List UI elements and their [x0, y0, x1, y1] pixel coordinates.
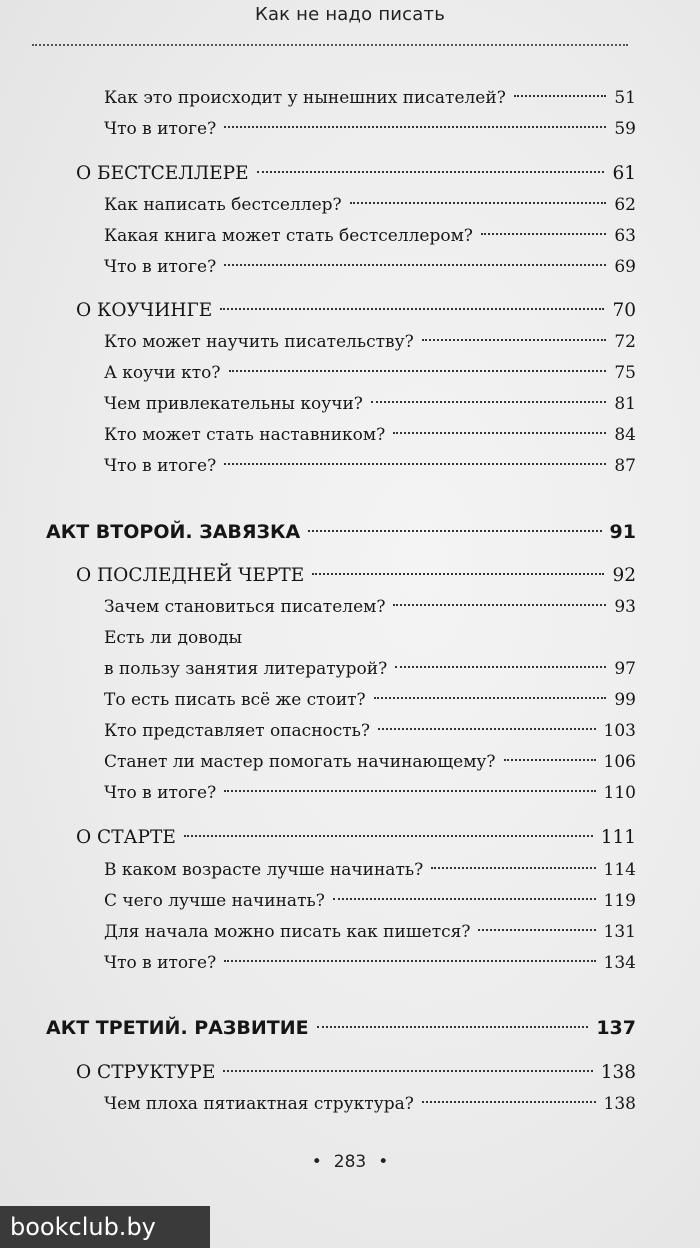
toc-entry [104, 449, 636, 483]
toc-entry-page: 75 [614, 363, 636, 383]
dot-leader [317, 1026, 589, 1028]
toc-entry [104, 590, 636, 624]
toc-entry-page: 51 [614, 88, 636, 108]
dot-leader [378, 728, 595, 730]
toc-entry-title: АКТ ТРЕТИЙ. РАЗВИТИЕ [46, 1017, 309, 1039]
toc-entry-title: С чего лучше начинать? [104, 891, 325, 911]
toc-entry-page: 62 [614, 195, 636, 215]
toc-entry-title: Что в итоге? [104, 953, 217, 973]
toc-entry-title: Чем плоха пятиактная структура? [104, 1094, 414, 1114]
toc-entry [76, 821, 636, 855]
toc-entry-title: А коучи кто? [104, 363, 221, 383]
toc-entry [104, 884, 636, 918]
toc-entry [104, 714, 636, 748]
toc-entry [46, 515, 636, 549]
dot-leader [223, 1070, 592, 1072]
toc-entry-page: 92 [612, 565, 636, 586]
toc-entry-title: АКТ ВТОРОЙ. ЗАВЯЗКА [46, 521, 301, 543]
toc-entry-page: 72 [614, 332, 636, 352]
toc-entry-title: О СТРУКТУРЕ [76, 1062, 216, 1083]
dot-leader [224, 790, 595, 792]
toc-entry-page: 111 [600, 827, 636, 848]
toc-entry-page: 134 [603, 953, 636, 973]
dot-leader [224, 264, 606, 266]
toc-entry-title: Как написать бестселлер? [104, 195, 342, 215]
dot-leader [333, 898, 596, 900]
toc-entry-page: 137 [596, 1017, 636, 1039]
toc-entry-page: 119 [603, 891, 636, 911]
dot-leader [514, 95, 607, 97]
toc-entry [76, 157, 636, 191]
page-number: 283 [333, 1152, 367, 1172]
toc-entry-page: 138 [603, 1094, 636, 1114]
toc-entry-title: Как это происходит у нынешних писателей? [104, 88, 506, 108]
toc-entry [104, 1087, 636, 1121]
toc-entry-page: 91 [609, 521, 636, 543]
toc-entry-page: 110 [603, 783, 636, 803]
dot-leader [395, 666, 606, 668]
toc-entry-title: То есть писать всё же стоит? [104, 690, 366, 710]
toc-entry-page: 106 [603, 752, 636, 772]
dot-leader [393, 432, 606, 434]
toc-entry [104, 250, 636, 284]
dot-leader [224, 960, 595, 962]
toc-entry-page: 87 [614, 456, 636, 476]
toc-entry-page: 131 [603, 922, 636, 942]
toc-entry-page: 99 [614, 690, 636, 710]
toc-entry-title: Кто представляет опасность? [104, 721, 371, 741]
dot-leader [308, 530, 601, 532]
dot-leader [481, 233, 606, 235]
toc-entry [104, 188, 636, 222]
toc-entry-page: 69 [614, 257, 636, 277]
toc-entry-title: Чем привлекательны коучи? [104, 394, 363, 414]
dot-leader [257, 171, 605, 173]
toc-entry [104, 652, 636, 686]
toc-entry-title: Зачем становиться писателем? [104, 597, 386, 617]
toc-entry-title: Какая книга может стать бестселлером? [104, 226, 473, 246]
toc-entry-title: Что в итоге? [104, 783, 217, 803]
dot-leader [422, 1101, 596, 1103]
toc-entry-title: Есть ли доводы [104, 628, 243, 648]
toc-entry [104, 621, 636, 655]
toc-entry [76, 294, 636, 328]
watermark-bookclub: bookclub.by [0, 1206, 210, 1248]
toc-entry-page: 59 [614, 119, 636, 139]
toc-entry [104, 356, 636, 390]
dot-leader [312, 573, 604, 575]
dot-leader [504, 759, 596, 761]
toc-entry-title: Что в итоге? [104, 119, 217, 139]
dot-leader [431, 867, 595, 869]
toc-entry-page: 103 [603, 721, 636, 741]
toc-entry-page: 114 [603, 860, 636, 880]
toc-entry-page: 97 [614, 659, 636, 679]
toc-entry-page: 61 [612, 163, 636, 184]
dot-leader [229, 370, 607, 372]
dot-leader [371, 401, 606, 403]
toc-entry-title: О ПОСЛЕДНЕЙ ЧЕРТЕ [76, 565, 305, 586]
toc-entry-title: в пользу занятия литературой? [104, 659, 388, 679]
dot-leader [478, 929, 595, 931]
dot-leader [350, 202, 607, 204]
toc-entry [76, 559, 636, 593]
dot-leader [220, 308, 604, 310]
toc-entry-page: 70 [612, 300, 636, 321]
toc-entry [104, 946, 636, 980]
dot-leader [374, 697, 607, 699]
toc-entry-page: 138 [600, 1062, 636, 1083]
toc-entry-title: Кто может стать наставником? [104, 425, 386, 445]
toc-entry-title: Что в итоге? [104, 257, 217, 277]
toc-entry-title: Станет ли мастер помогать начинающему? [104, 752, 496, 772]
toc-entry [46, 1011, 636, 1045]
toc-entry [104, 325, 636, 359]
toc-entry [76, 1056, 636, 1090]
dot-leader [393, 604, 606, 606]
toc-entry-title: Для начала можно писать как пишется? [104, 922, 471, 942]
toc-entry-title: Кто может научить писательству? [104, 332, 414, 352]
toc-entry-title: О СТАРТЕ [76, 827, 176, 848]
toc-entry-title: О КОУЧИНГЕ [76, 300, 213, 321]
page-folio [0, 1152, 700, 1172]
header-dotted-rule [32, 44, 628, 46]
toc-entry-title: Что в итоге? [104, 456, 217, 476]
toc-entry-page: 93 [614, 597, 636, 617]
toc-entry [104, 745, 636, 779]
toc-entry [104, 418, 636, 452]
toc-entry [104, 81, 636, 115]
folio-left-bullet: • [311, 1152, 322, 1172]
toc-entry-title: О БЕСТСЕЛЛЕРЕ [76, 163, 249, 184]
toc-entry [104, 853, 636, 887]
dot-leader [224, 126, 606, 128]
toc-entry [104, 683, 636, 717]
toc-entry [104, 915, 636, 949]
toc-entry-page: 63 [614, 226, 636, 246]
toc-entry [104, 387, 636, 421]
toc-entry [104, 219, 636, 253]
toc-entry-page: 84 [614, 425, 636, 445]
toc-entry-page: 81 [614, 394, 636, 414]
toc-entry [104, 112, 636, 146]
dot-leader [184, 835, 593, 837]
dot-leader [224, 463, 606, 465]
folio-right-bullet: • [378, 1152, 389, 1172]
running-head: Как не надо писать [254, 4, 446, 25]
dot-leader [422, 339, 607, 341]
toc-entry-title: В каком возрасте лучше начинать? [104, 860, 424, 880]
toc-entry [104, 776, 636, 810]
